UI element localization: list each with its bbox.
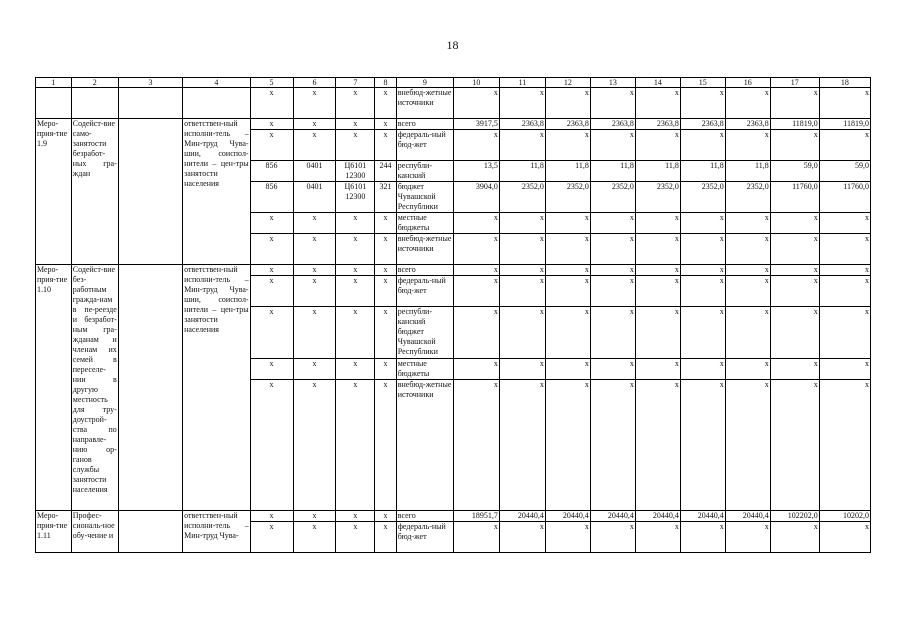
table-body xyxy=(36,78,871,553)
budget-code-cell: x xyxy=(336,276,375,307)
amount-cell: 2352,0 xyxy=(590,182,635,213)
amount-cell: x xyxy=(635,88,680,119)
amount-cell: 13,5 xyxy=(453,161,499,182)
amount-cell: x xyxy=(770,130,819,161)
amount-cell: 102202,0 xyxy=(770,511,819,522)
amount-cell: x xyxy=(725,307,770,359)
budget-code-cell: x xyxy=(375,130,396,161)
amount-cell: x xyxy=(545,265,590,276)
budget-code-cell: x xyxy=(293,276,336,307)
amount-cell: x xyxy=(819,130,870,161)
budget-code-cell: x xyxy=(336,522,375,553)
measure-title-cell: Содейст-вие без-работным гражда-нам в пе-реезде и безработ-ным гра-жданам и членам их семей в переселе-нии в другую местность для тру-доустрой-ства по направле-нию ор-ганов службы занятости населения xyxy=(71,265,118,511)
table-row xyxy=(36,88,871,119)
amount-cell: x xyxy=(635,213,680,234)
column-header: 8 xyxy=(375,78,396,88)
budget-code-cell: 856 xyxy=(250,161,293,182)
amount-cell: 11,8 xyxy=(545,161,590,182)
amount-cell: x xyxy=(819,307,870,359)
amount-cell: x xyxy=(680,88,725,119)
budget-code-cell: 321 xyxy=(375,182,396,213)
amount-cell: 2363,8 xyxy=(590,119,635,130)
amount-cell: 20440,4 xyxy=(590,511,635,522)
column-header: 17 xyxy=(770,78,819,88)
budget-code-cell: x xyxy=(293,522,336,553)
amount-cell: x xyxy=(770,276,819,307)
budget-code-cell: Ц6101 12300 xyxy=(336,182,375,213)
amount-cell: x xyxy=(499,276,545,307)
amount-cell: x xyxy=(725,234,770,265)
amount-cell: x xyxy=(635,359,680,380)
amount-cell: 2352,0 xyxy=(725,182,770,213)
budget-code-cell: x xyxy=(293,234,336,265)
amount-cell: 11760,0 xyxy=(770,182,819,213)
budget-code-cell: x xyxy=(293,380,336,511)
measure-name-cell: Меро-прия-тие 1.9 xyxy=(36,119,72,265)
column-header: 12 xyxy=(545,78,590,88)
amount-cell: x xyxy=(680,276,725,307)
budget-code-cell: x xyxy=(250,307,293,359)
amount-cell: x xyxy=(590,265,635,276)
budget-code-cell: x xyxy=(336,359,375,380)
amount-cell: 20440,4 xyxy=(499,511,545,522)
amount-cell: 11819,0 xyxy=(819,119,870,130)
empty-cell xyxy=(36,88,72,119)
column-header: 11 xyxy=(499,78,545,88)
amount-cell: x xyxy=(819,213,870,234)
budget-code-cell: x xyxy=(336,88,375,119)
amount-cell: 20440,4 xyxy=(725,511,770,522)
amount-cell: x xyxy=(680,130,725,161)
column-header: 10 xyxy=(453,78,499,88)
amount-cell: x xyxy=(635,276,680,307)
executor-cell: ответствен-ный исполни-тель – Мин-труд Чува-шии, соиспол-нители – цен-тры занятости населения xyxy=(183,265,250,511)
empty-cell xyxy=(183,88,250,119)
funding-source-cell: всего xyxy=(396,265,453,276)
amount-cell: x xyxy=(770,88,819,119)
budget-code-cell: x xyxy=(336,119,375,130)
empty-cell xyxy=(118,511,182,553)
amount-cell: 2363,8 xyxy=(635,119,680,130)
budget-code-cell: x xyxy=(375,265,396,276)
amount-cell: 2352,0 xyxy=(499,182,545,213)
budget-code-cell: 856 xyxy=(250,182,293,213)
budget-code-cell: x xyxy=(250,359,293,380)
column-header: 6 xyxy=(293,78,336,88)
amount-cell: x xyxy=(499,234,545,265)
budget-code-cell: x xyxy=(375,88,396,119)
amount-cell: x xyxy=(819,88,870,119)
measure-name-cell: Меро-прия-тие 1.11 xyxy=(36,511,72,553)
amount-cell: x xyxy=(725,213,770,234)
column-header: 2 xyxy=(71,78,118,88)
amount-cell: x xyxy=(680,380,725,511)
budget-code-cell: x xyxy=(375,307,396,359)
amount-cell: 11,8 xyxy=(635,161,680,182)
amount-cell: x xyxy=(770,380,819,511)
amount-cell: x xyxy=(545,213,590,234)
amount-cell: x xyxy=(545,88,590,119)
amount-cell: x xyxy=(819,234,870,265)
amount-cell: x xyxy=(453,380,499,511)
amount-cell: x xyxy=(590,522,635,553)
amount-cell: x xyxy=(635,307,680,359)
column-header: 4 xyxy=(183,78,250,88)
amount-cell: 2363,8 xyxy=(545,119,590,130)
amount-cell: 3904,0 xyxy=(453,182,499,213)
budget-code-cell: x xyxy=(250,130,293,161)
amount-cell: x xyxy=(453,307,499,359)
table-row xyxy=(36,119,871,130)
amount-cell: x xyxy=(725,130,770,161)
amount-cell: x xyxy=(499,359,545,380)
amount-cell: x xyxy=(590,359,635,380)
funding-source-cell: всего xyxy=(396,119,453,130)
funding-source-cell: внебюд-жетные источники xyxy=(396,234,453,265)
budget-code-cell: x xyxy=(250,88,293,119)
amount-cell: x xyxy=(635,522,680,553)
amount-cell: 20440,4 xyxy=(545,511,590,522)
amount-cell: x xyxy=(545,276,590,307)
amount-cell: x xyxy=(680,213,725,234)
amount-cell: x xyxy=(770,234,819,265)
funding-source-cell: местные бюджеты xyxy=(396,359,453,380)
amount-cell: 18951,7 xyxy=(453,511,499,522)
amount-cell: x xyxy=(770,359,819,380)
empty-cell xyxy=(118,265,182,511)
table-row xyxy=(36,511,871,522)
amount-cell: 20440,4 xyxy=(680,511,725,522)
budget-code-cell: x xyxy=(336,307,375,359)
amount-cell: x xyxy=(453,276,499,307)
budget-code-cell: x xyxy=(336,130,375,161)
budget-code-cell: x xyxy=(250,119,293,130)
amount-cell: x xyxy=(453,213,499,234)
funding-source-cell: федераль-ный бюд-жет xyxy=(396,130,453,161)
amount-cell: x xyxy=(819,265,870,276)
budget-code-cell: x xyxy=(293,359,336,380)
amount-cell: x xyxy=(499,307,545,359)
budget-code-cell: x xyxy=(336,265,375,276)
budget-code-cell: x xyxy=(375,234,396,265)
budget-code-cell: x xyxy=(293,119,336,130)
budget-code-cell: x xyxy=(375,213,396,234)
funding-source-cell: местные бюджеты xyxy=(396,213,453,234)
header-row xyxy=(36,78,871,88)
amount-cell: x xyxy=(680,359,725,380)
budget-code-cell: x xyxy=(293,130,336,161)
measure-title-cell: Содейст-вие само-занятости безработ-ных гра-ждан xyxy=(71,119,118,265)
amount-cell: 11,8 xyxy=(680,161,725,182)
amount-cell: 20440,4 xyxy=(635,511,680,522)
amount-cell: 2363,8 xyxy=(499,119,545,130)
amount-cell: x xyxy=(499,265,545,276)
amount-cell: x xyxy=(725,359,770,380)
budget-code-cell: x xyxy=(250,213,293,234)
funding-source-cell: внебюд-жетные источники xyxy=(396,88,453,119)
amount-cell: 10202,0 xyxy=(819,511,870,522)
column-header: 3 xyxy=(118,78,182,88)
amount-cell: 2352,0 xyxy=(635,182,680,213)
amount-cell: x xyxy=(545,130,590,161)
budget-code-cell: x xyxy=(293,307,336,359)
budget-code-cell: x xyxy=(293,511,336,522)
budget-code-cell: 244 xyxy=(375,161,396,182)
budget-code-cell: x xyxy=(293,88,336,119)
amount-cell: 11,8 xyxy=(725,161,770,182)
amount-cell: x xyxy=(545,380,590,511)
budget-code-cell: x xyxy=(336,213,375,234)
budget-code-cell: x xyxy=(250,380,293,511)
amount-cell: 2352,0 xyxy=(545,182,590,213)
column-header: 18 xyxy=(819,78,870,88)
executor-cell: ответствен-ный исполни-тель – Мин-труд Чува-шии, соиспол-нители – цен-тры занятости населения xyxy=(183,119,250,265)
amount-cell: x xyxy=(590,88,635,119)
amount-cell: 2363,8 xyxy=(725,119,770,130)
amount-cell: x xyxy=(770,213,819,234)
amount-cell: x xyxy=(680,234,725,265)
column-header: 5 xyxy=(250,78,293,88)
amount-cell: x xyxy=(725,380,770,511)
budget-code-cell: x xyxy=(250,522,293,553)
amount-cell: x xyxy=(680,265,725,276)
amount-cell: x xyxy=(680,307,725,359)
amount-cell: 59,0 xyxy=(770,161,819,182)
column-header: 7 xyxy=(336,78,375,88)
amount-cell: x xyxy=(680,522,725,553)
amount-cell: x xyxy=(819,380,870,511)
amount-cell: x xyxy=(635,265,680,276)
amount-cell: x xyxy=(725,265,770,276)
amount-cell: 11819,0 xyxy=(770,119,819,130)
page-number: 18 xyxy=(446,38,459,52)
column-header: 15 xyxy=(680,78,725,88)
budget-code-cell: x xyxy=(375,522,396,553)
funding-source-cell: всего xyxy=(396,511,453,522)
budget-code-cell: x xyxy=(375,511,396,522)
amount-cell: 11,8 xyxy=(590,161,635,182)
amount-cell: x xyxy=(635,380,680,511)
amount-cell: x xyxy=(545,359,590,380)
budget-code-cell: x xyxy=(336,234,375,265)
amount-cell: x xyxy=(545,307,590,359)
amount-cell: x xyxy=(453,265,499,276)
amount-cell: x xyxy=(770,307,819,359)
funding-source-cell: бюджет Чувашской Республики xyxy=(396,182,453,213)
empty-cell xyxy=(118,88,182,119)
measure-title-cell: Профес-сиональ-ное обу-чение и xyxy=(71,511,118,553)
amount-cell: x xyxy=(590,380,635,511)
amount-cell: x xyxy=(819,522,870,553)
amount-cell: 59,0 xyxy=(819,161,870,182)
budget-code-cell: x xyxy=(336,511,375,522)
budget-code-cell: x xyxy=(375,359,396,380)
amount-cell: x xyxy=(725,276,770,307)
budget-code-cell: Ц6101 12300 xyxy=(336,161,375,182)
column-header: 1 xyxy=(36,78,72,88)
amount-cell: x xyxy=(725,522,770,553)
empty-cell xyxy=(118,119,182,265)
amount-cell: 2363,8 xyxy=(680,119,725,130)
budget-code-cell: 0401 xyxy=(293,182,336,213)
budget-code-cell: x xyxy=(293,213,336,234)
budget-code-cell: x xyxy=(336,380,375,511)
amount-cell: x xyxy=(590,130,635,161)
amount-cell: x xyxy=(453,130,499,161)
amount-cell: x xyxy=(545,522,590,553)
amount-cell: x xyxy=(545,234,590,265)
budget-code-cell: x xyxy=(375,380,396,511)
funding-source-cell: федераль-ный бюд-жет xyxy=(396,522,453,553)
amount-cell: x xyxy=(499,88,545,119)
budget-code-cell: x xyxy=(293,265,336,276)
table-row xyxy=(36,265,871,276)
empty-cell xyxy=(71,88,118,119)
amount-cell: x xyxy=(453,359,499,380)
budget-code-cell: x xyxy=(250,265,293,276)
amount-cell: x xyxy=(453,234,499,265)
amount-cell: x xyxy=(635,130,680,161)
amount-cell: x xyxy=(819,359,870,380)
amount-cell: 2352,0 xyxy=(680,182,725,213)
amount-cell: x xyxy=(590,234,635,265)
budget-code-cell: x xyxy=(250,511,293,522)
funding-source-cell: федераль-ный бюд-жет xyxy=(396,276,453,307)
amount-cell: x xyxy=(453,522,499,553)
amount-cell: x xyxy=(499,213,545,234)
funding-source-cell: республи-канский xyxy=(396,161,453,182)
amount-cell: x xyxy=(499,522,545,553)
budget-code-cell: x xyxy=(375,119,396,130)
column-header: 14 xyxy=(635,78,680,88)
amount-cell: x xyxy=(725,88,770,119)
amount-cell: x xyxy=(590,307,635,359)
column-header: 16 xyxy=(725,78,770,88)
program-table xyxy=(35,77,871,553)
amount-cell: x xyxy=(635,234,680,265)
column-header: 13 xyxy=(590,78,635,88)
column-header: 9 xyxy=(396,78,453,88)
amount-cell: x xyxy=(819,276,870,307)
amount-cell: x xyxy=(499,380,545,511)
amount-cell: x xyxy=(590,276,635,307)
budget-code-cell: 0401 xyxy=(293,161,336,182)
amount-cell: x xyxy=(453,88,499,119)
executor-cell: ответствен-ный исполни-тель – Мин-труд Чува- xyxy=(183,511,250,553)
amount-cell: x xyxy=(770,265,819,276)
amount-cell: x xyxy=(770,522,819,553)
budget-code-cell: x xyxy=(375,276,396,307)
funding-source-cell: внебюд-жетные источники xyxy=(396,380,453,511)
budget-code-cell: x xyxy=(250,276,293,307)
measure-name-cell: Меро-прия-тие 1.10 xyxy=(36,265,72,511)
amount-cell: x xyxy=(590,213,635,234)
amount-cell: 11760,0 xyxy=(819,182,870,213)
amount-cell: 3917,5 xyxy=(453,119,499,130)
amount-cell: 11,8 xyxy=(499,161,545,182)
funding-source-cell: республи-канский бюджет Чувашской Республики xyxy=(396,307,453,359)
amount-cell: x xyxy=(499,130,545,161)
budget-code-cell: x xyxy=(250,234,293,265)
